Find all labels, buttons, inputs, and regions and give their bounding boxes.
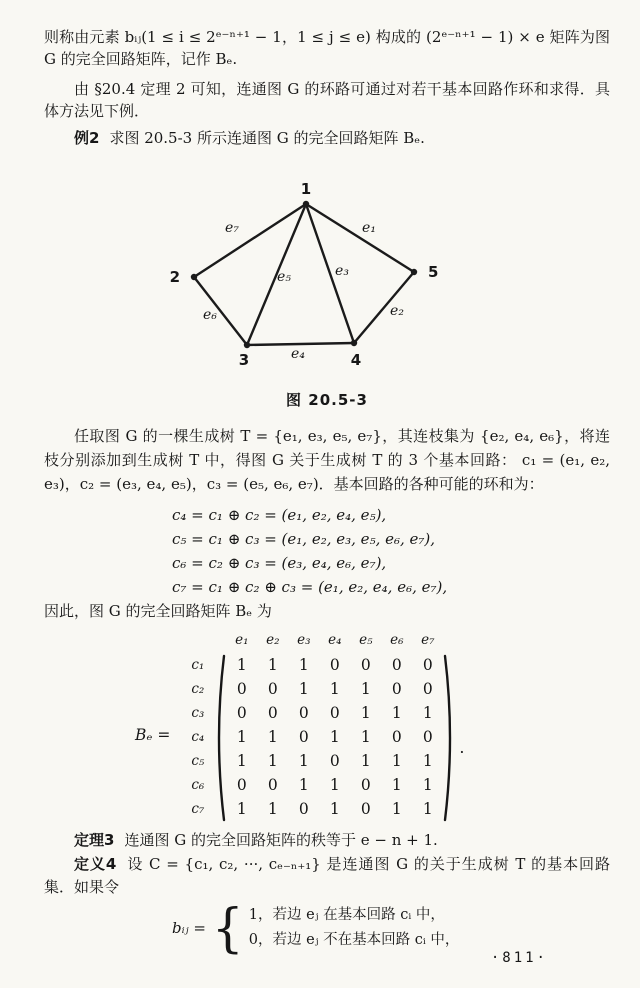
matrix-cell: 0 xyxy=(267,776,278,794)
bij-lhs: bᵢⱼ = xyxy=(172,919,206,937)
matrix-row xyxy=(226,653,443,677)
matrix-cell: 1 xyxy=(360,728,371,746)
equation-line: c₅ = c₁ ⊕ c₃ = (e₁, e₂, e₃, e₅, e₆, e₇), xyxy=(172,530,436,548)
paragraph-example xyxy=(44,127,610,149)
matrix-row-label: c₃ xyxy=(191,705,205,721)
edge-label: e₇ xyxy=(225,220,239,236)
matrix-cell: 0 xyxy=(422,680,433,698)
theorem-label: 定理3 xyxy=(74,831,115,849)
matrix-cell: 1 xyxy=(391,704,402,722)
matrix-column-header: e₅ xyxy=(359,632,373,648)
matrix-column-header: e₂ xyxy=(266,632,280,648)
matrix-cell: 0 xyxy=(236,704,247,722)
matrix-row-label: c₅ xyxy=(191,753,205,769)
graph-edge xyxy=(194,204,306,277)
vertex-label: 5 xyxy=(428,263,439,281)
matrix-column-header: e₁ xyxy=(235,632,249,648)
case-line-1: 1，若边 eⱼ 在基本回路 cᵢ 中， xyxy=(248,907,445,923)
matrix-row xyxy=(226,773,443,797)
matrix-row xyxy=(226,797,443,821)
matrix-cell: 1 xyxy=(236,728,247,746)
matrix-row xyxy=(226,725,443,749)
matrix-row-label: c₄ xyxy=(191,729,205,745)
matrix-values xyxy=(226,627,443,821)
case-brace: { xyxy=(211,897,244,959)
matrix-cell: 1 xyxy=(298,680,309,698)
matrix-cell: 0 xyxy=(267,680,278,698)
matrix-lhs-label: Bₑ = xyxy=(135,726,171,744)
matrix-cell: 1 xyxy=(267,752,278,770)
matrix-cell: 0 xyxy=(422,728,433,746)
paragraph-intro: 则称由元素 bᵢⱼ(1 ≤ i ≤ 2ᵉ⁻ⁿ⁺¹ − 1，1 ≤ j ≤ e) 构成的 (2ᵉ⁻ⁿ⁺¹ − 1) × e 矩阵为图 G 的完全回路矩阵，记作 Bₑ. xyxy=(44,28,610,68)
matrix-cell: 1 xyxy=(422,704,433,722)
matrix-column-header: e₇ xyxy=(421,632,435,648)
graph-vertex xyxy=(191,274,197,280)
matrix-column-headers xyxy=(226,627,443,653)
matrix-row-label: c₁ xyxy=(191,657,205,673)
matrix-cell: 1 xyxy=(329,800,340,818)
matrix-cell: 1 xyxy=(360,704,371,722)
matrix-column-header: e₄ xyxy=(328,632,342,648)
matrix-cell: 0 xyxy=(391,728,402,746)
matrix-column-header: e₃ xyxy=(297,632,311,648)
definition-text: 设 C = {c₁, c₂, ···, cₑ₋ₙ₊₁} 是连通图 G 的关于生成树 T 的基本回路集．如果令 xyxy=(44,855,610,896)
matrix-cell: 1 xyxy=(422,752,433,770)
matrix-cell: 0 xyxy=(360,656,371,674)
matrix-cell: 0 xyxy=(360,776,371,794)
equation-line: c₄ = c₁ ⊕ c₂ = (e₁, e₂, e₄, e₅), xyxy=(172,506,387,524)
edge-label: e₅ xyxy=(277,269,291,285)
matrix-cell: 1 xyxy=(391,752,402,770)
matrix-cell: 1 xyxy=(298,776,309,794)
vertex-label: 4 xyxy=(350,351,362,369)
page-number: ·811· xyxy=(490,950,548,966)
matrix-row-label: c₂ xyxy=(191,681,205,697)
matrix-cell: 1 xyxy=(422,800,433,818)
matrix-cell: 1 xyxy=(236,800,247,818)
matrix-cell: 1 xyxy=(329,680,340,698)
matrix-cell: 1 xyxy=(360,752,371,770)
case-line-2: 0，若边 eⱼ 不在基本回路 cᵢ 中， xyxy=(248,932,460,948)
graph-vertex xyxy=(411,269,417,275)
vertex-label: 2 xyxy=(169,268,180,286)
edge-label: e₁ xyxy=(362,220,376,236)
matrix-row xyxy=(226,677,443,701)
matrix-cell: 1 xyxy=(236,656,247,674)
matrix-right-paren xyxy=(443,627,457,827)
matrix-cell: 0 xyxy=(267,704,278,722)
matrix-cell: 0 xyxy=(298,704,309,722)
matrix-cell: 1 xyxy=(329,776,340,794)
matrix-suffix: . xyxy=(459,737,465,757)
matrix-left-paren xyxy=(212,627,226,827)
paragraph-spanning-tree: 任取图 G 的一棵生成树 T = {e₁, e₃, e₅, e₇}，其连枝集为 {e₂, e₄, e₆}，将连枝分别添加到生成树 T 中，得图 G 关于生成树 T 的 3 个基本回路： c₁ = (e₁, e₂, e₃)，c₂ = (e₃, e₄, e₅)，c₃ = (e₅, e₆, e₇)．基本回路的各种可能的环和为： xyxy=(44,427,610,493)
matrix-cell: 0 xyxy=(236,680,247,698)
case-lines xyxy=(249,903,460,953)
matrix-cell: 0 xyxy=(391,656,402,674)
matrix-cell: 0 xyxy=(329,704,340,722)
matrix-cell: 1 xyxy=(267,656,278,674)
matrix-row-labels xyxy=(182,627,212,821)
matrix-cell: 1 xyxy=(391,776,402,794)
matrix-cell: 1 xyxy=(391,800,402,818)
edge-label: e₄ xyxy=(291,346,305,362)
paragraph-therefore: 因此，图 G 的完全回路矩阵 Bₑ 为 xyxy=(44,602,272,620)
edge-label: e₆ xyxy=(203,307,217,323)
paragraph-definition xyxy=(44,853,610,899)
graph-edge xyxy=(306,204,414,272)
matrix-cell: 0 xyxy=(422,656,433,674)
matrix-row-label: c₇ xyxy=(191,801,205,817)
matrix-column-header: e₆ xyxy=(390,632,404,648)
matrix-cell: 0 xyxy=(329,752,340,770)
edge-label: e₃ xyxy=(335,263,349,279)
example-text: 求图 20.5-3 所示连通图 G 的完全回路矩阵 Bₑ. xyxy=(109,129,425,147)
matrix-cell: 0 xyxy=(391,680,402,698)
matrix-cell: 1 xyxy=(298,752,309,770)
graph-vertex xyxy=(303,201,309,207)
theorem-text: 连通图 G 的完全回路矩阵的秩等于 e − n + 1. xyxy=(124,831,438,849)
ring-sum-equations xyxy=(172,503,610,599)
matrix-row xyxy=(226,749,443,773)
graph-figure-svg xyxy=(156,182,466,377)
edge-label: e₂ xyxy=(390,303,404,319)
vertex-label: 3 xyxy=(238,351,250,369)
matrix-cell: 1 xyxy=(267,728,278,746)
graph-figure xyxy=(156,182,466,377)
matrix-cell: 0 xyxy=(298,728,309,746)
graph-vertex xyxy=(244,342,250,348)
matrix-cell: 1 xyxy=(360,680,371,698)
matrix-row-label: c₆ xyxy=(191,777,205,793)
example-label: 例2 xyxy=(74,129,100,147)
matrix-cell: 1 xyxy=(236,752,247,770)
vertex-label: 1 xyxy=(300,182,312,198)
matrix-cell: 1 xyxy=(422,776,433,794)
graph-vertex xyxy=(351,340,357,346)
figure-caption: 图 20.5-3 xyxy=(286,391,368,409)
equation-line: c₇ = c₁ ⊕ c₂ ⊕ c₃ = (e₁, e₂, e₄, e₆, e₇), xyxy=(172,578,448,596)
matrix-cell: 1 xyxy=(267,800,278,818)
matrix-grid xyxy=(226,653,443,821)
graph-edge xyxy=(247,343,354,345)
paragraph-reference: 由 §20.4 定理 2 可知，连通图 G 的环路可通过对若干基本回路作环和求得．具体方法见下例． xyxy=(44,80,610,120)
equation-line: c₆ = c₂ ⊕ c₃ = (e₃, e₄, e₆, e₇), xyxy=(172,554,387,572)
matrix-cell: 0 xyxy=(329,656,340,674)
matrix-row xyxy=(226,701,443,725)
matrix-cell: 0 xyxy=(236,776,247,794)
matrix-cell: 0 xyxy=(360,800,371,818)
circuit-matrix xyxy=(135,627,610,827)
matrix-cell: 1 xyxy=(298,656,309,674)
matrix-cell: 0 xyxy=(298,800,309,818)
graph-edge xyxy=(194,277,247,345)
matrix-cell: 1 xyxy=(329,728,340,746)
paragraph-theorem xyxy=(44,829,610,852)
definition-label: 定义4 xyxy=(74,855,117,873)
graph-edge xyxy=(354,272,414,343)
